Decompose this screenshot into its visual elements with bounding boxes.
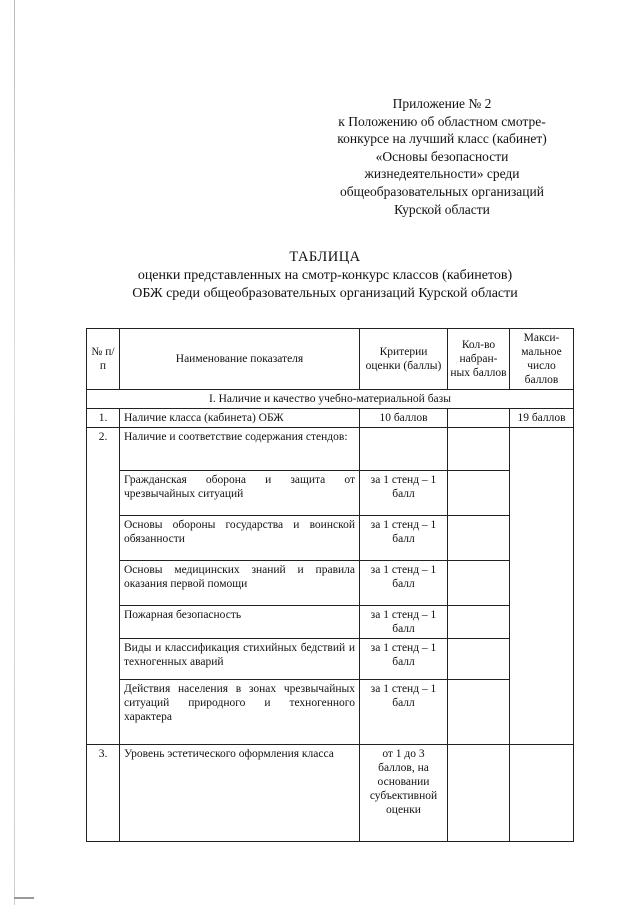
cell-num: 1. xyxy=(87,409,120,428)
header-criteria: Критерии оценки (баллы) xyxy=(360,329,448,390)
table-row xyxy=(87,680,574,745)
cell-max xyxy=(510,516,574,561)
appendix-line: «Основы безопасности xyxy=(375,148,509,164)
cell-max xyxy=(510,428,574,471)
cell-scored xyxy=(448,680,510,745)
scan-edge-line xyxy=(14,0,15,905)
cell-name: Наличие класса (кабинета) ОБЖ xyxy=(120,409,360,428)
document-title: ТАБЛИЦА xyxy=(289,249,361,265)
cell-criteria xyxy=(360,428,448,471)
document-subtitle-line: оценки представленных на смотр-конкурс классов (кабинетов) xyxy=(137,267,513,283)
cell-name: Действия населения в зонах чрезвычайных ситуаций природного и техногенного характера xyxy=(120,680,360,745)
cell-name: Основы обороны государства и воинской обязанности xyxy=(120,516,360,561)
table-row xyxy=(87,561,574,606)
table-header-row xyxy=(87,329,574,390)
appendix-note xyxy=(318,95,566,218)
appendix-line: Приложение № 2 xyxy=(392,96,492,111)
cell-name: Наличие и соответствие содержания стендов: xyxy=(120,428,360,471)
cell-num xyxy=(87,516,120,561)
evaluation-table xyxy=(86,328,574,842)
cell-criteria: за 1 стенд – 1 балл xyxy=(360,606,448,639)
appendix-line: жизнедеятельности» среди xyxy=(364,166,520,182)
cell-name: Гражданская оборона и защита от чрезвычайных ситуаций xyxy=(120,471,360,516)
table-row xyxy=(87,471,574,516)
cell-num: 2. xyxy=(87,428,120,471)
cell-num: 3. xyxy=(87,745,120,842)
section-title: I. Наличие и качество учебно-материальной базы xyxy=(87,390,574,409)
appendix-line: к Положению об областном смотре- xyxy=(338,113,546,129)
table-row xyxy=(87,639,574,680)
cell-num xyxy=(87,606,120,639)
cell-num xyxy=(87,471,120,516)
cell-max xyxy=(510,680,574,745)
cell-max xyxy=(510,471,574,516)
cell-criteria: 10 баллов xyxy=(360,409,448,428)
cell-max xyxy=(510,745,574,842)
header-num: № п/п xyxy=(87,329,120,390)
table-row xyxy=(87,428,574,471)
cell-num xyxy=(87,680,120,745)
cell-max xyxy=(510,606,574,639)
cell-scored xyxy=(448,409,510,428)
cell-scored xyxy=(448,561,510,606)
cell-scored xyxy=(448,745,510,842)
cell-max xyxy=(510,561,574,606)
cell-scored xyxy=(448,428,510,471)
cell-max: 19 баллов xyxy=(510,409,574,428)
cell-max xyxy=(510,639,574,680)
appendix-line: общеобразовательных организаций xyxy=(340,183,544,199)
header-scored: Кол-во набран-ных баллов xyxy=(448,329,510,390)
cell-scored xyxy=(448,606,510,639)
table-row xyxy=(87,606,574,639)
cell-criteria: за 1 стенд – 1 балл xyxy=(360,471,448,516)
header-name: Наименование показателя xyxy=(120,329,360,390)
cell-scored xyxy=(448,639,510,680)
appendix-line: Курской области xyxy=(394,201,490,217)
cell-criteria: за 1 стенд – 1 балл xyxy=(360,639,448,680)
cell-name: Уровень эстетического оформления класса xyxy=(120,745,360,842)
document-subtitle-line: ОБЖ среди общеобразовательных организаций Курской области xyxy=(132,286,518,301)
cell-criteria: от 1 до 3 баллов, на основании субъективной оценки xyxy=(360,745,448,842)
section-row xyxy=(87,390,574,409)
appendix-line: конкурсе на лучший класс (кабинет) xyxy=(337,131,547,147)
cell-name: Основы медицинских знаний и правила оказания первой помощи xyxy=(120,561,360,606)
cell-criteria: за 1 стенд – 1 балл xyxy=(360,561,448,606)
cell-num xyxy=(87,639,120,680)
cell-criteria: за 1 стенд – 1 балл xyxy=(360,680,448,745)
table-row xyxy=(87,409,574,428)
header-max: Макси-мальное число баллов xyxy=(510,329,574,390)
cell-name: Пожарная безопасность xyxy=(120,606,360,639)
table-row xyxy=(87,516,574,561)
scan-mark xyxy=(14,897,34,899)
cell-criteria: за 1 стенд – 1 балл xyxy=(360,516,448,561)
document-heading xyxy=(80,248,570,304)
cell-num xyxy=(87,561,120,606)
cell-scored xyxy=(448,471,510,516)
cell-name: Виды и классификация стихийных бедствий и техногенных аварий xyxy=(120,639,360,680)
table-row xyxy=(87,745,574,842)
cell-scored xyxy=(448,516,510,561)
